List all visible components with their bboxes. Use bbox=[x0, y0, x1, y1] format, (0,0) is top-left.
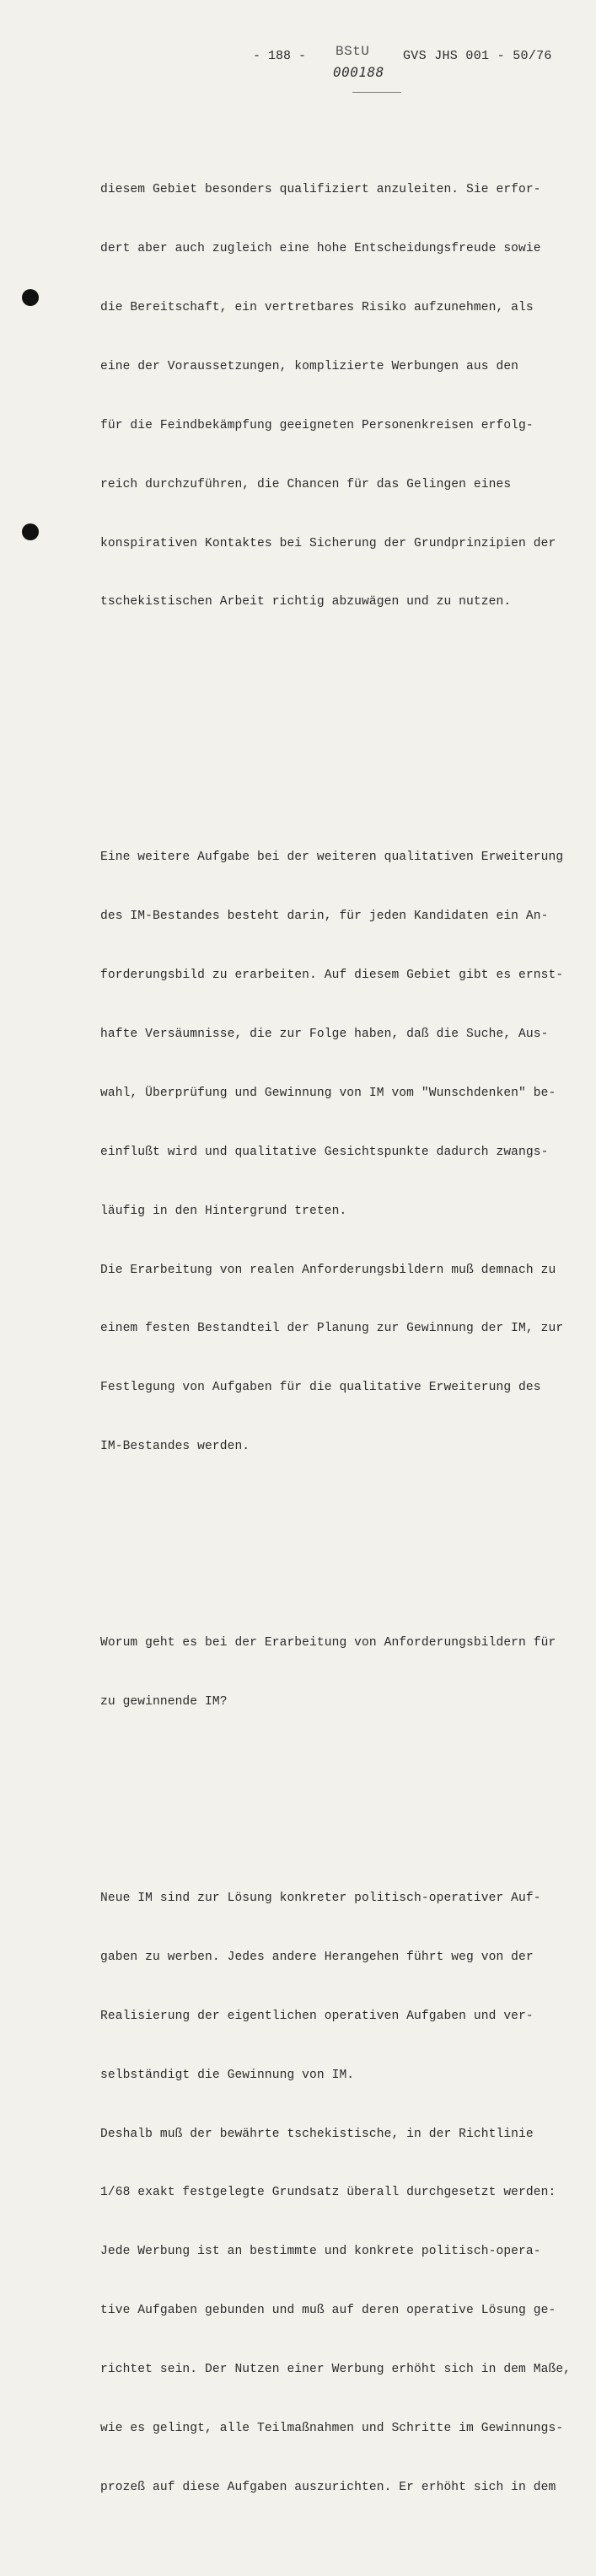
text-line: Worum geht es bei der Erarbeitung von Anforderungsbildern für bbox=[100, 1636, 556, 1650]
text-line: für die Feindbekämpfung geeigneten Personenkreisen erfolg- bbox=[100, 418, 534, 432]
text-line: richtet sein. Der Nutzen einer Werbung erhöht sich in dem Maße, bbox=[100, 2363, 572, 2377]
text-line: Die Erarbeitung von realen Anforderungsbildern muß demnach zu bbox=[100, 1263, 556, 1277]
text-line: zu gewinnende IM? bbox=[100, 1695, 228, 1709]
text-line: 1/68 exakt festgelegte Grundsatz überall durchgesetzt werden: bbox=[100, 2186, 556, 2200]
text-line: die Bereitschaft, ein vertretbares Risiko aufzunehmen, als bbox=[100, 300, 534, 314]
document-reference: GVS JHS 001 - 50/76 bbox=[403, 49, 552, 63]
paragraph bbox=[100, 809, 581, 1496]
text-line: tschekistischen Arbeit richtig abzuwägen und zu nutzen. bbox=[100, 595, 512, 609]
archive-stamp-number: 000188 bbox=[333, 64, 384, 80]
text-line: einflußt wird und qualitative Gesichtspunkte dadurch zwangs- bbox=[100, 1145, 549, 1159]
text-line: reich durchzuführen, die Chancen für das Gelingen eines bbox=[100, 477, 512, 491]
text-line: gaben zu werben. Jedes andere Herangehen führt weg von der bbox=[100, 1950, 534, 1964]
paragraph bbox=[100, 1849, 581, 2536]
body-text bbox=[100, 102, 581, 2576]
text-line: einem festen Bestandteil der Planung zur Gewinnung der IM, zur bbox=[100, 1322, 564, 1336]
paragraph bbox=[100, 1595, 581, 1752]
text-line: Jede Werbung ist an bestimmte und konkrete politisch-opera- bbox=[100, 2245, 541, 2259]
text-line: Neue IM sind zur Lösung konkreter politisch-operativer Auf- bbox=[100, 1892, 541, 1906]
text-line: dert aber auch zugleich eine hohe Entscheidungsfreude sowie bbox=[100, 242, 541, 256]
text-line: tive Aufgaben gebunden und muß auf deren operative Lösung ge- bbox=[100, 2304, 556, 2318]
text-line: eine der Voraussetzungen, komplizierte Werbungen aus den bbox=[100, 359, 519, 373]
text-line: diesem Gebiet besonders qualifiziert anzuleiten. Sie erfor- bbox=[100, 183, 541, 197]
text-line: wie es gelingt, alle Teilmaßnahmen und Schritte im Gewinnungs- bbox=[100, 2422, 564, 2436]
text-line: des IM-Bestandes besteht darin, für jeden Kandidaten ein An- bbox=[100, 910, 549, 924]
punch-hole bbox=[22, 289, 39, 306]
text-line: Deshalb muß der bewährte tschekistische, in der Richtlinie bbox=[100, 2127, 534, 2141]
text-line: Festlegung von Aufgaben für die qualitative Erweiterung des bbox=[100, 1381, 541, 1395]
paragraph bbox=[100, 142, 581, 652]
text-line: läufig in den Hintergrund treten. bbox=[100, 1204, 347, 1218]
text-line: Realisierung der eigentlichen operativen Aufgaben und ver- bbox=[100, 2009, 534, 2023]
header-rule bbox=[352, 92, 401, 93]
punch-hole bbox=[22, 523, 39, 540]
page-header bbox=[0, 44, 596, 99]
text-line: hafte Versäumnisse, die zur Folge haben, daß die Suche, Aus- bbox=[100, 1027, 549, 1041]
text-line: IM-Bestandes werden. bbox=[100, 1440, 250, 1454]
text-line: forderungsbild zu erarbeiten. Auf diesem Gebiet gibt es ernst- bbox=[100, 969, 564, 983]
text-line: Eine weitere Aufgabe bei der weiteren qualitativen Erweiterung bbox=[100, 851, 564, 865]
archive-stamp-code: BStU bbox=[336, 44, 370, 59]
text-line: prozeß auf diese Aufgaben auszurichten. Er erhöht sich in dem bbox=[100, 2480, 556, 2494]
text-line: wahl, Überprüfung und Gewinnung von IM vom "Wunschdenken" be- bbox=[100, 1086, 556, 1100]
text-line: konspirativen Kontaktes bei Sicherung der Grundprinzipien der bbox=[100, 536, 556, 550]
text-line: selbständigt die Gewinnung von IM. bbox=[100, 2068, 355, 2082]
page-number: - 188 - bbox=[253, 49, 307, 63]
